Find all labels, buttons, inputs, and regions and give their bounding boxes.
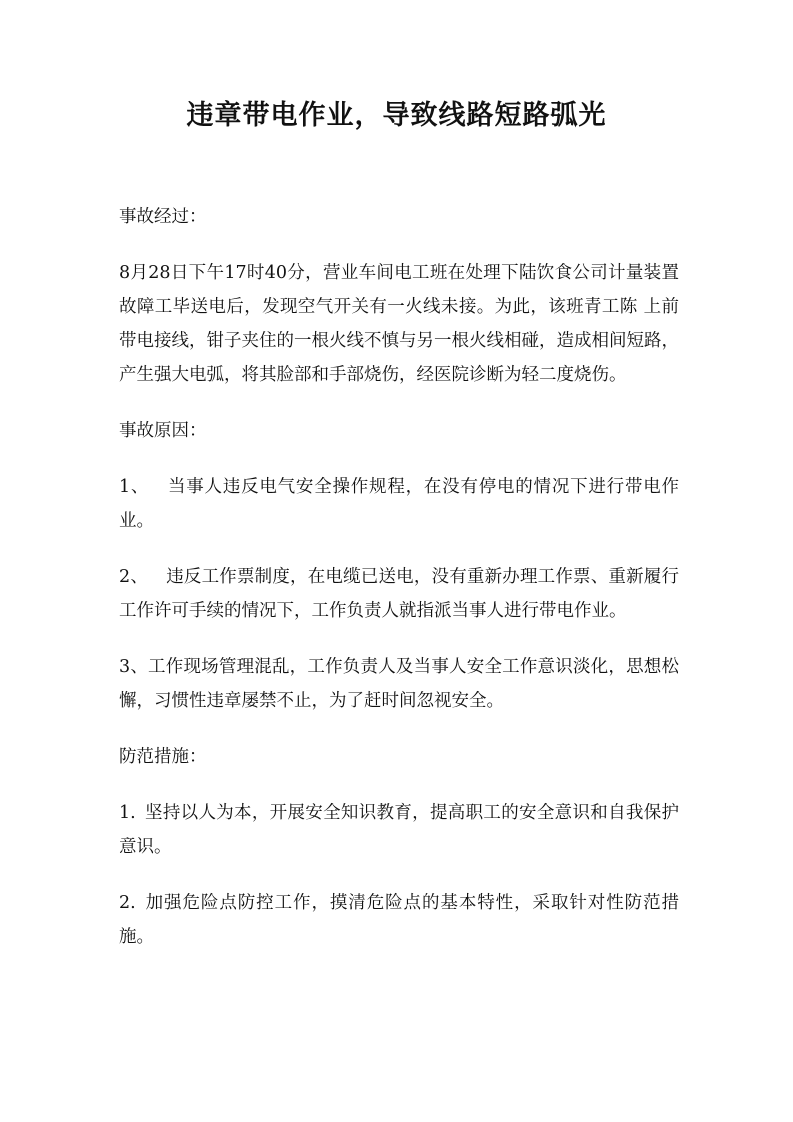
measure-item-text: 加强危险点防控工作，摸清危险点的基本特性，采取针对性防范措施。 — [119, 893, 679, 947]
section-heading-process: 事故经过： — [119, 207, 207, 227]
cause-item-2 — [119, 560, 679, 628]
document-body — [119, 200, 679, 976]
process-paragraph: 8月28日下午17时40分，营业车间电工班在处理下陆饮食公司计量装置故障工毕送电后，发现空气开关有一火线未接。为此，该班青工陈 上前带电接线，钳子夹住的一根火线不慎与另一根火线相碰，造成相间短路，产生强大电弧，将其脸部和手部烧伤，经医院诊断为轻二度烧伤。 — [119, 263, 679, 385]
cause-item-text: 违反工作票制度，在电缆已送电，没有重新办理工作票、重新履行工作许可手续的情况下，工作负责人就指派当事人进行带电作业。 — [119, 567, 679, 621]
measure-item-1 — [119, 796, 679, 864]
measure-item-number: 1. — [119, 803, 136, 823]
cause-item-1 — [119, 470, 679, 538]
cause-item-text: 工作现场管理混乱，工作负责人及当事人安全工作意识淡化，思想松懈，习惯性违章屡禁不止，为了赶时间忽视安全。 — [119, 657, 679, 711]
cause-item-text: 当事人违反电气安全操作规程，在没有停电的情况下进行带电作业。 — [119, 477, 680, 531]
measure-item-number: 2. — [119, 893, 136, 913]
measure-item-text: 坚持以人为本，开展安全知识教育，提高职工的安全意识和自我保护意识。 — [119, 803, 679, 857]
section-heading-measures: 防范措施： — [119, 747, 207, 767]
section-heading-cause: 事故原因： — [119, 421, 207, 441]
cause-item-number: 1、 — [119, 477, 150, 497]
cause-item-3 — [119, 650, 679, 718]
cause-item-number: 2、 — [119, 567, 149, 587]
cause-item-number: 3、 — [119, 657, 149, 677]
document-title: 违章带电作业，导致线路短路弧光 — [186, 100, 607, 131]
measure-item-2 — [119, 886, 679, 954]
